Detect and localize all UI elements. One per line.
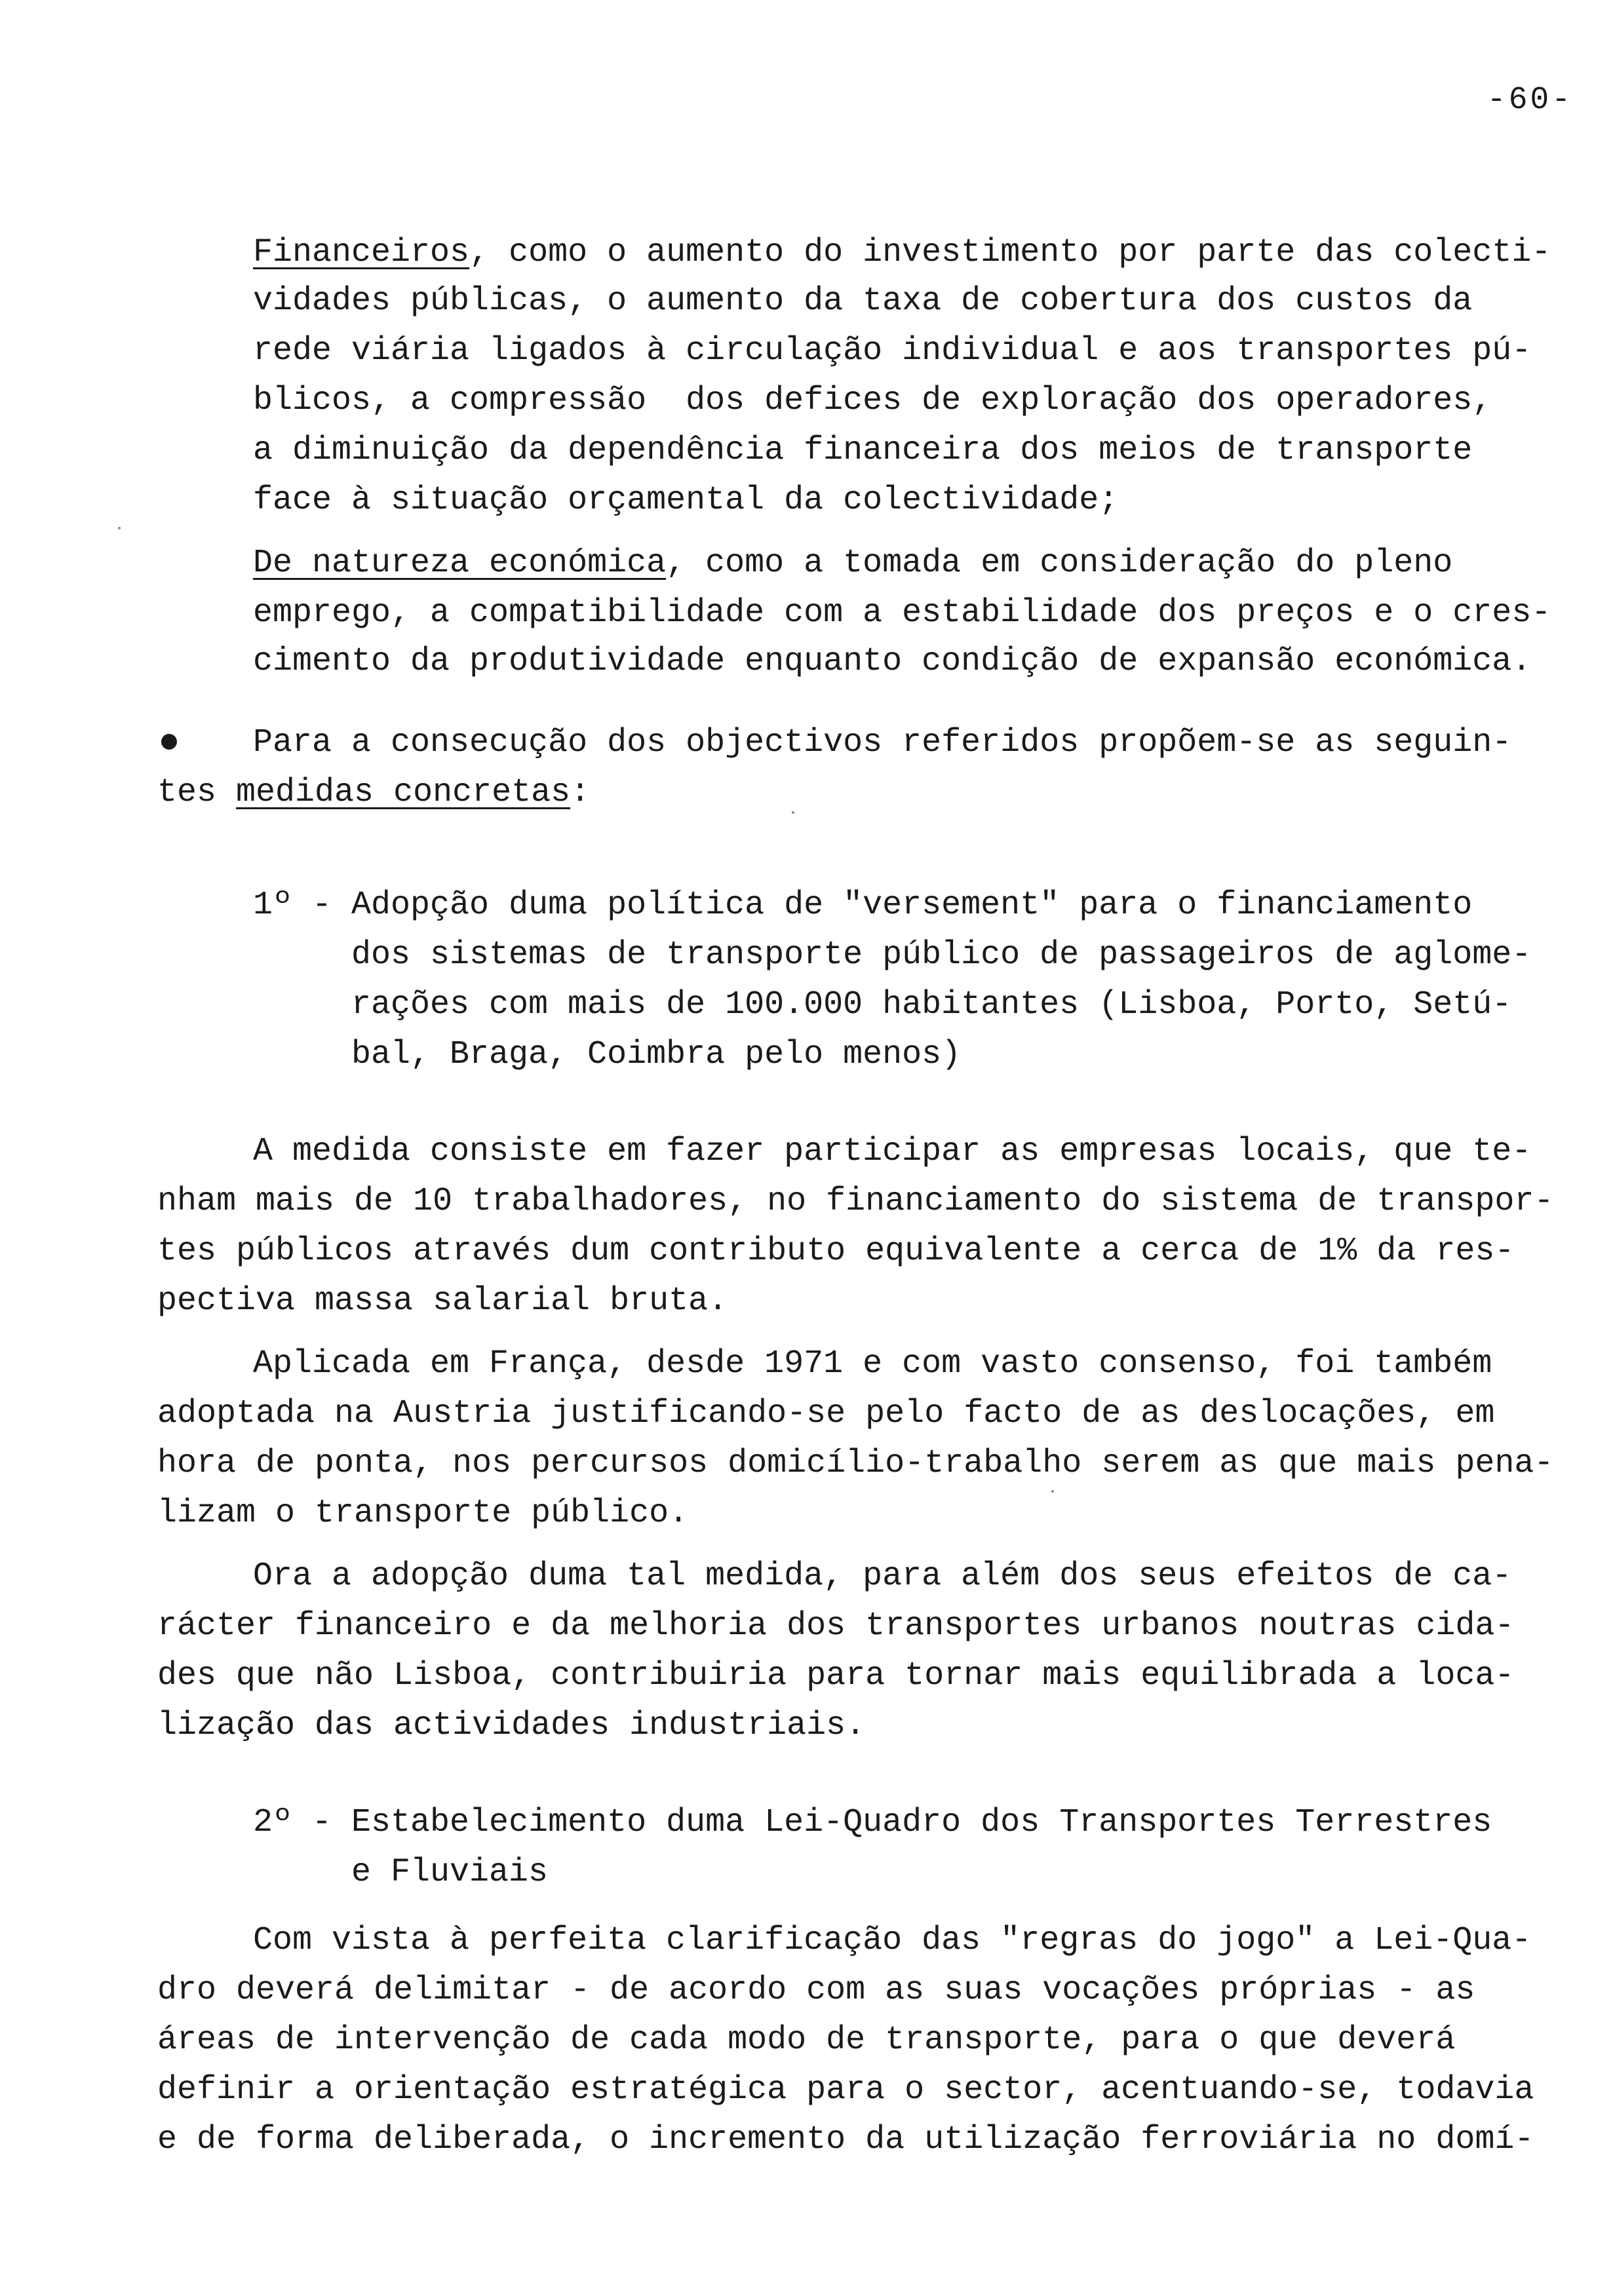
text-line: tes medidas concretas:: [157, 774, 591, 811]
text-line: áreas de intervenção de cada modo de transporte, para o que deverá: [157, 2021, 1456, 2059]
text-line: adoptada na Austria justificando-se pelo facto de as deslocações, em: [157, 1395, 1495, 1432]
page-number: -60-: [1487, 83, 1573, 118]
text-line: face à situação orçamental da colectividade;: [253, 482, 1119, 519]
text-line: rácter financeiro e da melhoria dos transportes urbanos noutras cida-: [157, 1607, 1515, 1645]
text-line: pectiva massa salarial bruta.: [157, 1282, 728, 1320]
text-line: tes públicos através dum contributo equivalente a cerca de 1% da res-: [157, 1233, 1515, 1270]
text-line: cimento da produtividade enquanto condição de expansão económica.: [253, 643, 1532, 680]
text-line: e Fluviais: [351, 1854, 549, 1891]
text-line: dos sistemas de transporte público de passageiros de aglome-: [351, 936, 1532, 974]
text-line: Para a consecução dos objectivos referidos propõem-se as seguin-: [253, 724, 1512, 761]
text-line: Ora a adopção duma tal medida, para além dos seus efeitos de ca-: [253, 1558, 1512, 1595]
text-line: des que não Lisboa, contribuiria para tornar mais equilibrada a loca-: [157, 1657, 1515, 1694]
text-line: vidades públicas, o aumento da taxa de cobertura dos custos da: [253, 282, 1473, 320]
text-line: bal, Braga, Coimbra pelo menos): [351, 1036, 962, 1073]
text-line: blicos, a compressão dos defices de exploração dos operadores,: [253, 382, 1492, 419]
text-line: lização das actividades industriais.: [157, 1707, 866, 1744]
text-line: emprego, a compatibilidade com a estabilidade dos preços e o cres-: [253, 594, 1551, 632]
text-line: dro deverá delimitar - de acordo com as suas vocações próprias - as: [157, 1972, 1475, 2009]
text-line: hora de ponta, nos percursos domicílio-trabalho serem as que mais pena-: [157, 1445, 1554, 1482]
text-line: e de forma deliberada, o incremento da utilização ferroviária no domí-: [157, 2121, 1534, 2158]
text-line: a diminuição da dependência financeira dos meios de transporte: [253, 432, 1473, 469]
text-line: 2º - Estabelecimento duma Lei-Quadro dos Transportes Terrestres: [253, 1804, 1492, 1841]
text-line: Aplicada em França, desde 1971 e com vasto consenso, foi também: [253, 1345, 1492, 1383]
text-line: rações com mais de 100.000 habitantes (Lisboa, Porto, Setú-: [351, 986, 1512, 1024]
text-line: Financeiros, como o aumento do investimento por parte das colecti-: [253, 234, 1551, 271]
text-line: rede viária ligados à circulação individual e aos transportes pú-: [253, 332, 1532, 370]
text-line: 1º - Adopção duma política de "versement" para o financiamento: [253, 887, 1473, 924]
text-line: Com vista à perfeita clarificação das "regras do jogo" a Lei-Qua-: [253, 1922, 1532, 1959]
text-line: De natureza económica, como a tomada em consideração do pleno: [253, 545, 1453, 582]
text-line: A medida consiste em fazer participar as empresas locais, que te-: [253, 1133, 1532, 1170]
text-line: definir a orientação estratégica para o sector, acentuando-se, todavia: [157, 2071, 1534, 2109]
text-line: nham mais de 10 trabalhadores, no financiamento do sistema de transpor-: [157, 1183, 1554, 1220]
text-line: lizam o transporte público.: [157, 1495, 689, 1532]
